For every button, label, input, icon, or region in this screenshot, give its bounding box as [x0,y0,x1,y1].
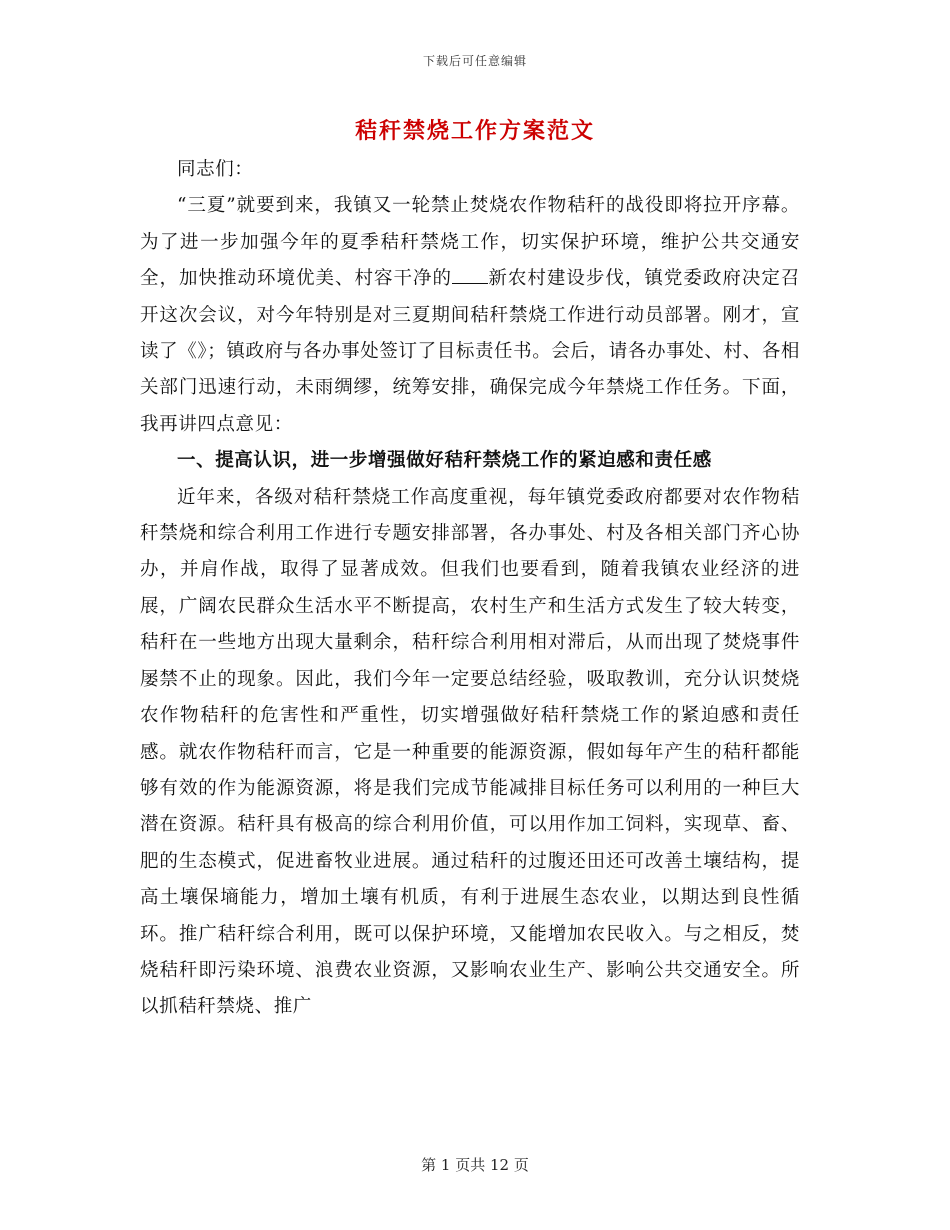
paragraph-section-1: 近年来，各级对秸秆禁烧工作高度重视，每年镇党委政府都要对农作物秸秆禁烧和综合利用工作进行专题安排部署，各办事处、村及各相关部门齐心协办，并肩作战，取得了显著成效。但我们也要看到，随着我镇农业经济的进展，广阔农民群众生活水平不断提高，农村生产和生活方式发生了较大转变，秸秆在一些地方出现大量剩余，秸秆综合利用相对滞后，从而出现了焚烧事件屡禁不止的现象。因此，我们今年一定要总结经验，吸取教训，充分认识焚烧农作物秸秆的危害性和严重性，切实增强做好秸秆禁烧工作的紧迫感和责任感。就农作物秸秆而言，它是一种重要的能源资源，假如每年产生的秸秆都能够有效的作为能源资源，将是我们完成节能减排目标任务可以利用的一种巨大潜在资源。秸秆具有极高的综合利用价值，可以用作加工饲料，实现草、畜、肥的生态模式，促进畜牧业进展。通过秸秆的过腹还田还可改善土壤结构，提高土壤保墒能力，增加土壤有机质，有利于进展生态农业，以期达到良性循环。推广秸秆综合利用，既可以保护环境，又能增加农民收入。与之相反，焚烧秸秆即污染环境、浪费农业资源，又影响农业生产、影响公共交通安全。所以抓秸秆禁烧、推广 [140,486,800,1018]
header-note: 下载后可任意编辑 [422,54,527,68]
section-heading-1: 一、提高认识，进一步增强做好秸秆禁烧工作的紧迫感和责任感 [177,450,712,472]
document-title: 秸秆禁烧工作方案范文 [354,118,595,144]
document-body [140,152,800,1026]
paragraph-intro-part2: 新农村建设步伐，镇党委政府决定召开这次会议，对今年特别是对三夏期间秸秆禁烧工作进行动员部署。刚才，宣读了《》；镇政府与各办事处签订了目标责任书。会后，请各办事处、村、各相关部门迅速行动，未雨绸缪，统筹安排，确保完成今年禁烧工作任务。下面，我再讲四点意见： [140,268,800,435]
page-number: 第 1 页共 12 页 [421,1156,529,1174]
salutation: 同志们： [177,159,254,180]
fill-in-blank [452,269,488,284]
paragraph-intro-part1: “三夏”就要到来，我镇又一轮禁止焚烧农作物秸秆的战役即将拉开序幕。为了进一步加强今年的夏季秸秆禁烧工作，切实保护环境，维护公共交通安全，加快推动环境优美、村容干净的 [140,195,800,290]
paragraph-intro [140,188,800,443]
